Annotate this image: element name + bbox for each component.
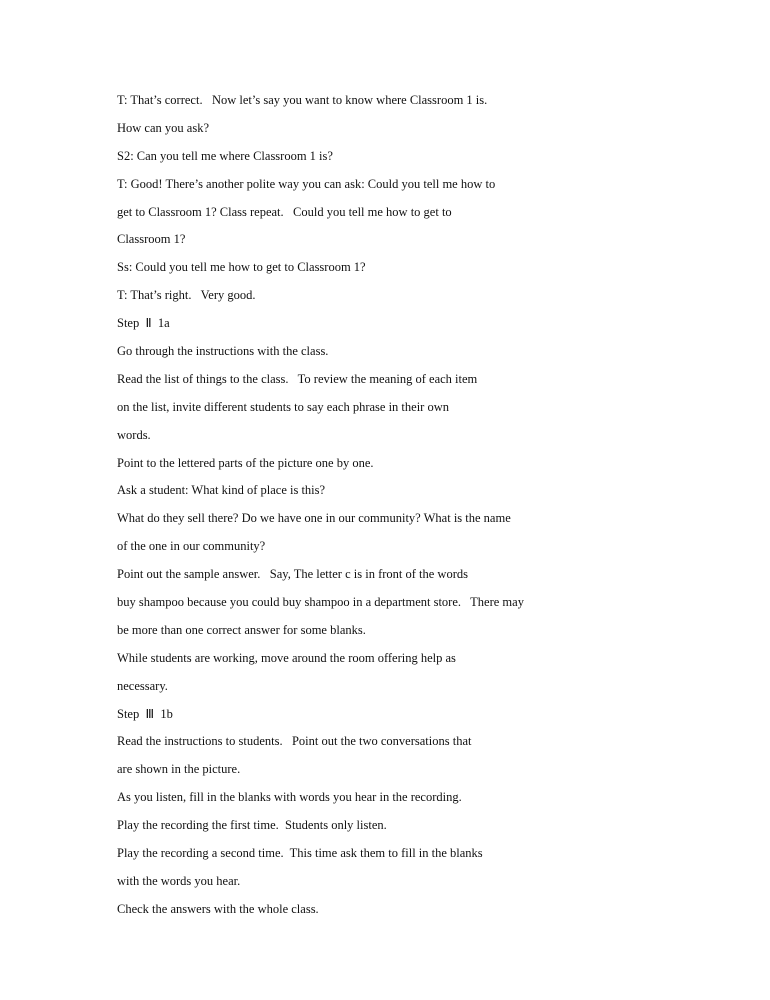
text-line: T: That’s correct. Now let’s say you want to know where Classroom 1 is.	[117, 93, 488, 107]
text-line: S2: Can you tell me where Classroom 1 is?	[117, 148, 333, 163]
text-line: Check the answers with the whole class.	[117, 901, 319, 916]
document-body	[117, 90, 717, 927]
text-line: Classroom 1?	[117, 232, 186, 247]
text-line: get to Classroom 1? Class repeat. Could you tell me how to get to	[117, 204, 452, 219]
text-line: buy shampoo because you could buy shampoo in a department store. There may	[117, 595, 524, 610]
step-heading: Step Ⅲ 1b	[117, 706, 173, 721]
text-line: with the words you hear.	[117, 873, 241, 888]
text-line: are shown in the picture.	[117, 762, 241, 777]
text-line: T: That’s right. Very good.	[117, 288, 256, 303]
text-line: words.	[117, 427, 151, 442]
text-line: Read the list of things to the class. To review the meaning of each item	[117, 371, 478, 386]
text-line: on the list, invite different students to say each phrase in their own	[117, 399, 449, 414]
text-line: T: Good! There’s another polite way you can ask: Could you tell me how to	[117, 176, 496, 191]
text-line: Play the recording the first time. Students only listen.	[117, 818, 387, 833]
text-line: Go through the instructions with the class.	[117, 344, 329, 359]
text-line: Point to the lettered parts of the picture one by one.	[117, 455, 374, 470]
text-line: of the one in our community?	[117, 539, 266, 554]
text-line: Ss: Could you tell me how to get to Classroom 1?	[117, 260, 366, 275]
text-line: necessary.	[117, 678, 168, 693]
text-line: be more than one correct answer for some blanks.	[117, 622, 366, 637]
text-line: What do they sell there? Do we have one in our community? What is the name	[117, 511, 511, 526]
text-line: As you listen, fill in the blanks with words you hear in the recording.	[117, 790, 462, 805]
text-line: Point out the sample answer. Say, The letter c is in front of the words	[117, 567, 468, 582]
text-line: How can you ask?	[117, 120, 209, 135]
step-heading: Step Ⅱ 1a	[117, 316, 170, 331]
text-line: Ask a student: What kind of place is this?	[117, 483, 326, 498]
text-line: Read the instructions to students. Point out the two conversations that	[117, 734, 472, 749]
text-line: While students are working, move around the room offering help as	[117, 650, 456, 665]
text-line: Play the recording a second time. This time ask them to fill in the blanks	[117, 846, 483, 861]
